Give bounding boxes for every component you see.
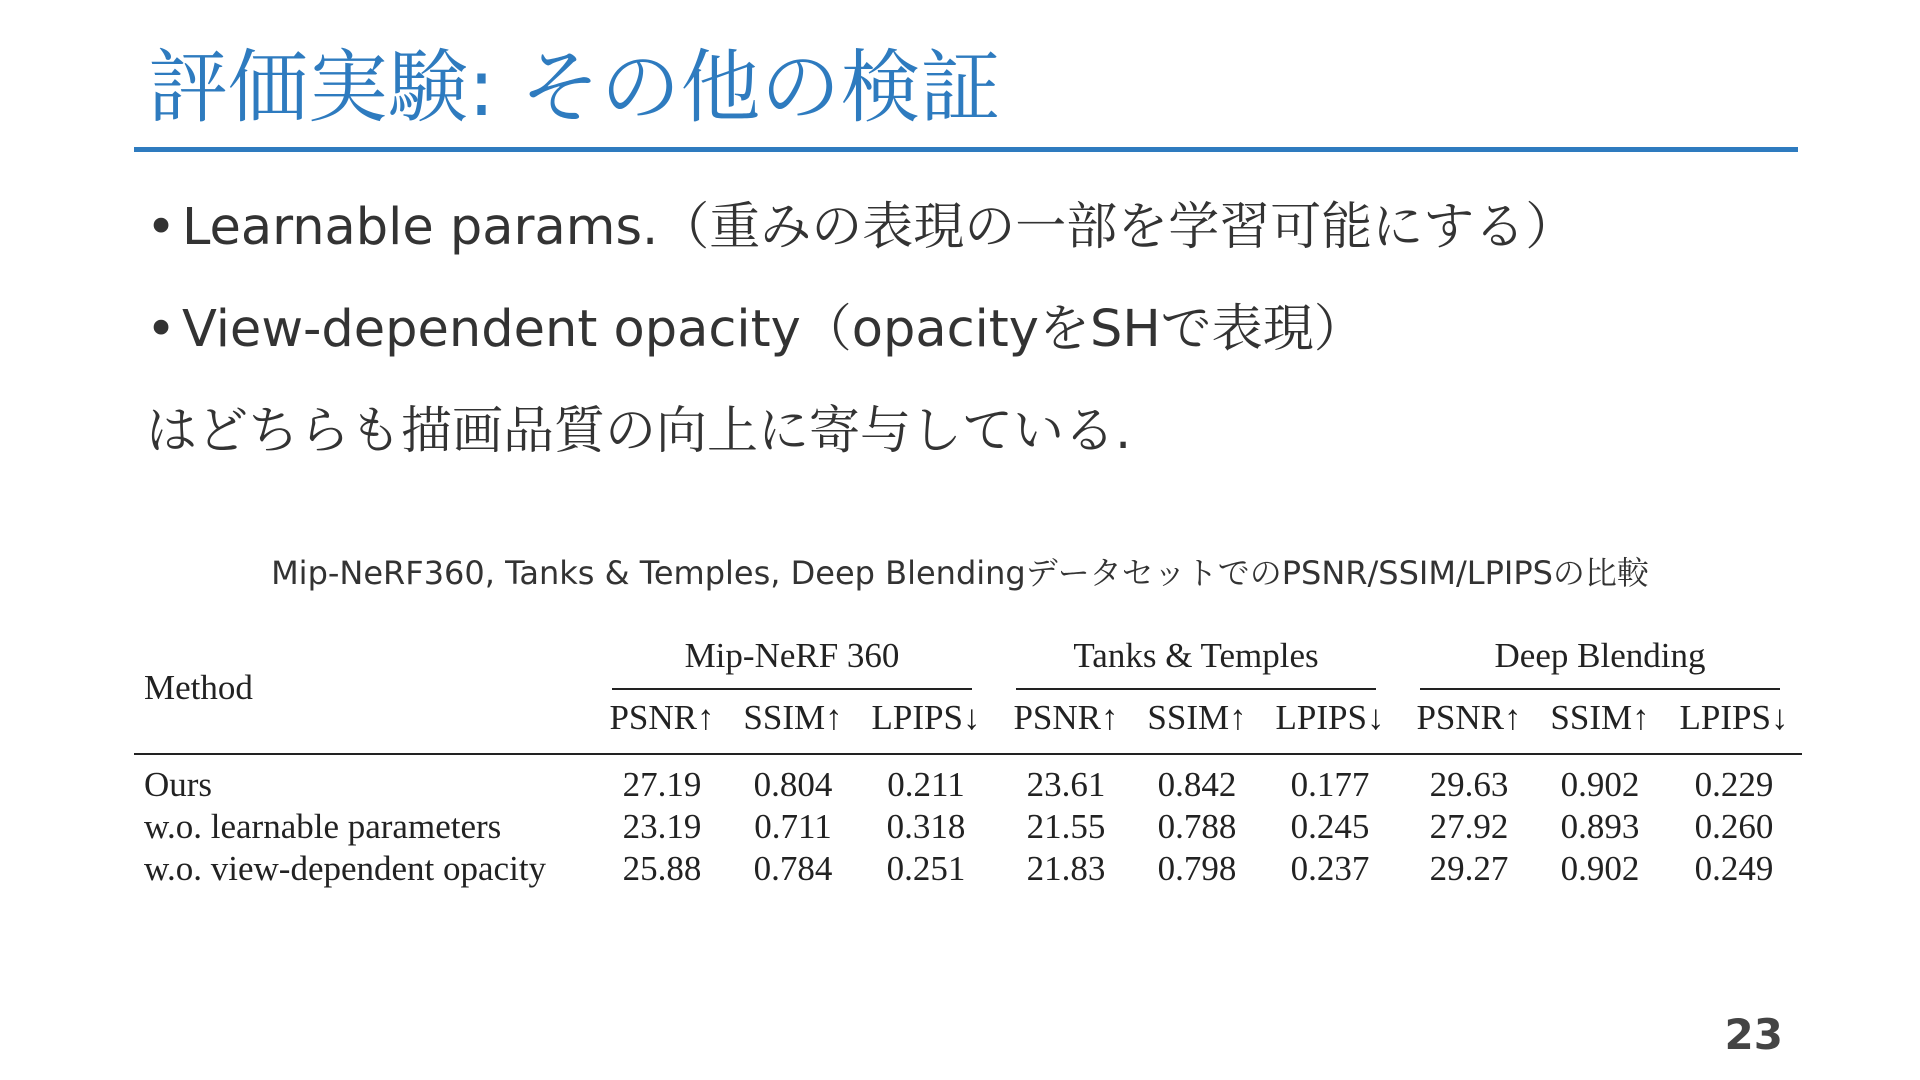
table-caption: Mip-NeRF360, Tanks & Temples, Deep BlendingデータセットでのPSNR/SSIM/LPIPSの比較 [271, 554, 1649, 592]
dataset-group-rule [1420, 688, 1780, 690]
table-cell-value: 0.245 [1290, 807, 1370, 846]
table-cell-value: 0.804 [753, 765, 833, 804]
metric-header: LPIPS↓ [1275, 698, 1385, 737]
metric-header: PSNR↑ [609, 698, 715, 737]
table-cell-value: 0.177 [1290, 765, 1370, 804]
dataset-group-header: Mip-NeRF 360 [684, 636, 900, 675]
table-cell-value: 0.229 [1694, 765, 1774, 804]
conclusion-text: はどちらも描画品質の向上に寄与している. [146, 402, 1132, 461]
page-number: 23 [1724, 1010, 1783, 1059]
table-cell-value: 23.61 [1026, 765, 1106, 804]
table-cell-value: 25.88 [622, 849, 702, 888]
metric-header: SSIM↑ [1147, 698, 1247, 737]
bullet-symbol: • [146, 300, 177, 359]
table-cell-value: 0.237 [1290, 849, 1370, 888]
metric-header: SSIM↑ [1550, 698, 1650, 737]
table-cell-value: 0.784 [753, 849, 833, 888]
table-cell-value: 21.55 [1026, 807, 1106, 846]
dataset-group-rule [612, 688, 972, 690]
title-underline [134, 147, 1798, 152]
table-cell-value: 23.19 [622, 807, 702, 846]
table-cell-value: 0.902 [1560, 765, 1640, 804]
bullet-text: View-dependent opacity（opacityをSHで表現） [182, 300, 1365, 359]
table-cell-value: 0.788 [1157, 807, 1237, 846]
table-cell-value: 0.249 [1694, 849, 1774, 888]
table-cell-value: 27.19 [622, 765, 702, 804]
metric-header: LPIPS↓ [871, 698, 981, 737]
table-cell-value: 29.27 [1429, 849, 1509, 888]
table-row-method: w.o. learnable parameters [144, 807, 502, 846]
metric-header: PSNR↑ [1013, 698, 1119, 737]
bullet-text: Learnable params.（重みの表現の一部を学習可能にする） [182, 198, 1577, 257]
metric-header: SSIM↑ [743, 698, 843, 737]
bullet-symbol: • [146, 198, 177, 257]
metric-header: PSNR↑ [1416, 698, 1522, 737]
table-row-method: w.o. view-dependent opacity [144, 849, 547, 888]
table-cell-value: 0.798 [1157, 849, 1237, 888]
metric-header: LPIPS↓ [1679, 698, 1789, 737]
table-cell-value: 0.842 [1157, 765, 1237, 804]
method-column-header: Method [144, 668, 253, 707]
dataset-group-header: Tanks & Temples [1073, 636, 1319, 675]
table-cell-value: 0.211 [887, 765, 965, 804]
table-cell-value: 29.63 [1429, 765, 1509, 804]
slide-title: 評価実験: その他の検証 [148, 41, 1001, 134]
table-cell-value: 0.251 [886, 849, 966, 888]
table-cell-value: 27.92 [1429, 807, 1509, 846]
table-cell-value: 0.260 [1694, 807, 1774, 846]
dataset-group-header: Deep Blending [1494, 636, 1706, 675]
table-cell-value: 21.83 [1026, 849, 1106, 888]
table-row-method: Ours [144, 765, 213, 804]
table-cell-value: 0.902 [1560, 849, 1640, 888]
bullet-item-view-dependent-opacity [146, 292, 1576, 394]
bullet-list [146, 190, 1576, 496]
results-table [134, 630, 1802, 890]
bullet-item-learnable-params [146, 190, 1576, 292]
table-cell-value: 0.711 [754, 807, 832, 846]
table-cell-value: 0.318 [886, 807, 966, 846]
table-header-rule [134, 753, 1802, 755]
table-cell-value: 0.893 [1560, 807, 1640, 846]
dataset-group-rule [1016, 688, 1376, 690]
